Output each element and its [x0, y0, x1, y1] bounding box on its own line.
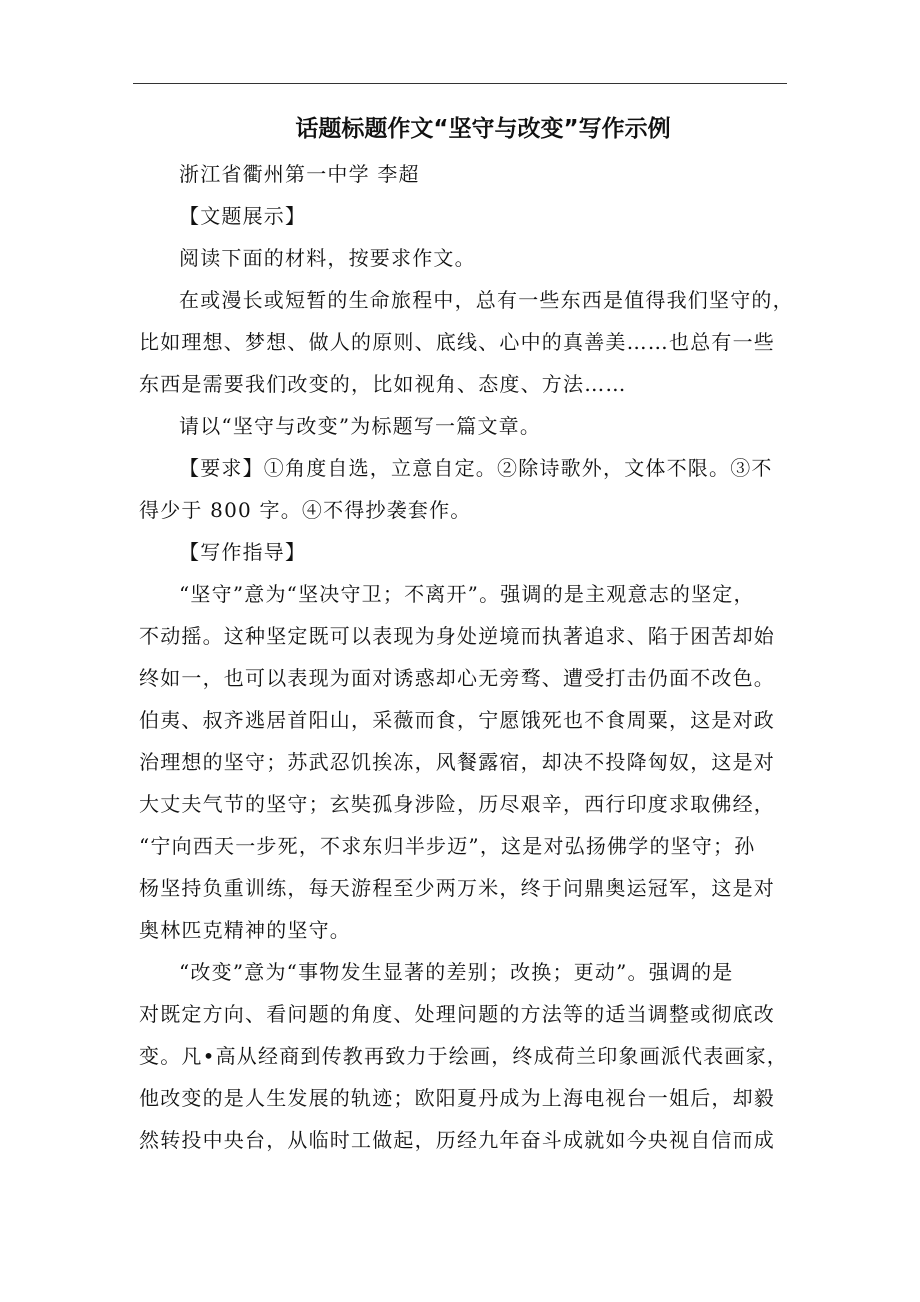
text-line: 对既定方向、看问题的角度、处理问题的方法等的适当调整或彻底改	[139, 1002, 775, 1026]
text-line: 不动摇。这种坚定既可以表现为身处逆境而执著追求、陷于困苦却始	[139, 624, 775, 648]
text-line: “坚守”意为“坚决守卫；不离开”。强调的是主观意志的坚定，	[179, 582, 755, 606]
text-line: 请以“坚守与改变”为标题写一篇文章。	[179, 414, 542, 438]
text-line: “改变”意为“事物发生显著的差别；改换；更动”。强调的是	[179, 960, 734, 984]
author-line: 浙江省衢州第一中学 李超	[179, 162, 420, 186]
text-line: 终如一，也可以表现为面对诱惑却心无旁骛、遭受打击仍面不改色。	[139, 666, 775, 690]
text-line: 【写作指导】	[179, 540, 307, 564]
text-line: 得少于 800 字。④不得抄袭套作。	[139, 498, 472, 522]
text-line: 阅读下面的材料，按要求作文。	[179, 246, 476, 270]
text-line: 东西是需要我们改变的，比如视角、态度、方法……	[139, 372, 627, 396]
text-line: 治理想的坚守；苏武忍饥挨冻，风餐露宿，却决不投降匈奴，这是对	[139, 750, 775, 774]
text-line: 然转投中央台，从临时工做起，历经九年奋斗成就如今央视自信而成	[139, 1128, 775, 1152]
text-line: 在或漫长或短暂的生命旅程中，总有一些东西是值得我们坚守的，	[179, 288, 794, 312]
text-line: 比如理想、梦想、做人的原则、底线、心中的真善美……也总有一些	[139, 330, 775, 354]
text-line: 伯夷、叔齐逃居首阳山，采薇而食，宁愿饿死也不食周粟，这是对政	[139, 708, 775, 732]
text-line: 大丈夫气节的坚守；玄奘孤身涉险，历尽艰辛，西行印度求取佛经，	[139, 792, 775, 816]
text-line: 奥林匹克精神的坚守。	[139, 918, 351, 942]
text-line: 变。凡•高从经商到传教再致力于绘画，终成荷兰印象画派代表画家，	[139, 1044, 788, 1068]
header-rule	[133, 83, 787, 84]
text-line: 【文题展示】	[179, 204, 307, 228]
text-line: 【要求】①角度自选，立意自定。②除诗歌外，文体不限。③不	[179, 456, 773, 480]
text-line: “宁向西天一步死，不求东归半步迈”，这是对弘扬佛学的坚守；孙	[139, 834, 756, 858]
text-line: 他改变的是人生发展的轨迹；欧阳夏丹成为上海电视台一姐后，却毅	[139, 1086, 775, 1110]
document-title: 话题标题作文“坚守与改变”写作示例	[295, 116, 671, 142]
text-line: 杨坚持负重训练，每天游程至少两万米，终于问鼎奥运冠军，这是对	[139, 876, 775, 900]
